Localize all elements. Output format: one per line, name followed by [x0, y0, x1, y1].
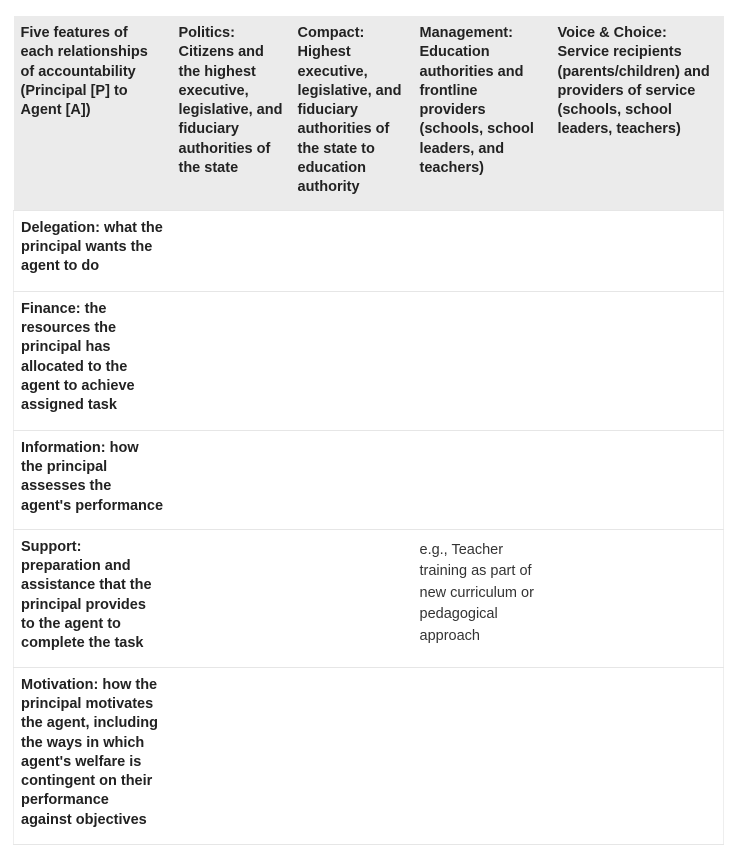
cell-politics [172, 291, 291, 430]
header-politics: Politics: Citizens and the highest executive, legislative, and fiduciary authorities of the state [178, 25, 283, 177]
cell-voice-choice [551, 667, 724, 844]
cell-feature: Delegation: what the principal wants the agent to do [14, 210, 172, 291]
cell-feature: Support: preparation and assistance that the principal provides to the agent to complete the task [14, 529, 172, 667]
cell-voice-choice [551, 291, 724, 430]
cell-feature: Finance: the resources the principal has allocated to the agent to achieve assigned task [14, 291, 172, 430]
cell-politics [172, 210, 291, 291]
table-header [14, 16, 724, 210]
cell-politics [172, 430, 291, 529]
cell-feature: Motivation: how the principal motivates the agent, including the ways in which agent's welfare is contingent on their performance against objectives [14, 667, 172, 844]
cell-management [413, 291, 551, 430]
table-row-motivation [14, 667, 724, 844]
cell-management [413, 667, 551, 844]
header-voice-choice: Voice & Choice: Service recipients (parents/children) and providers of service (schools, school leaders, teachers) [557, 25, 710, 138]
cell-compact [291, 291, 413, 430]
cell-compact [291, 667, 413, 844]
table-row-finance [14, 291, 724, 430]
header-management: Management: Education authorities and frontline providers (schools, school leaders, and teachers) [419, 25, 534, 177]
accountability-table-container [13, 16, 723, 845]
cell-management: e.g., Teacher training as part of new curriculum or pedagogical approach [413, 529, 551, 667]
table-body [14, 210, 724, 844]
cell-management [413, 430, 551, 529]
accountability-table [13, 16, 724, 845]
cell-compact [291, 430, 413, 529]
table-row-support [14, 529, 724, 667]
table-row-delegation [14, 210, 724, 291]
cell-voice-choice [551, 210, 724, 291]
header-row [14, 16, 724, 210]
cell-management [413, 210, 551, 291]
cell-voice-choice [551, 430, 724, 529]
header-compact: Compact: Highest executive, legislative, and fiduciary authorities of the state to education authority [297, 25, 402, 196]
cell-feature: Information: how the principal assesses the agent's performance [14, 430, 172, 529]
header-features: Five features of each relationships of accountability (Principal [P] to Agent [A]) [20, 25, 148, 119]
cell-politics [172, 529, 291, 667]
cell-compact [291, 529, 413, 667]
cell-politics [172, 667, 291, 844]
cell-voice-choice [551, 529, 724, 667]
cell-compact [291, 210, 413, 291]
table-row-information [14, 430, 724, 529]
